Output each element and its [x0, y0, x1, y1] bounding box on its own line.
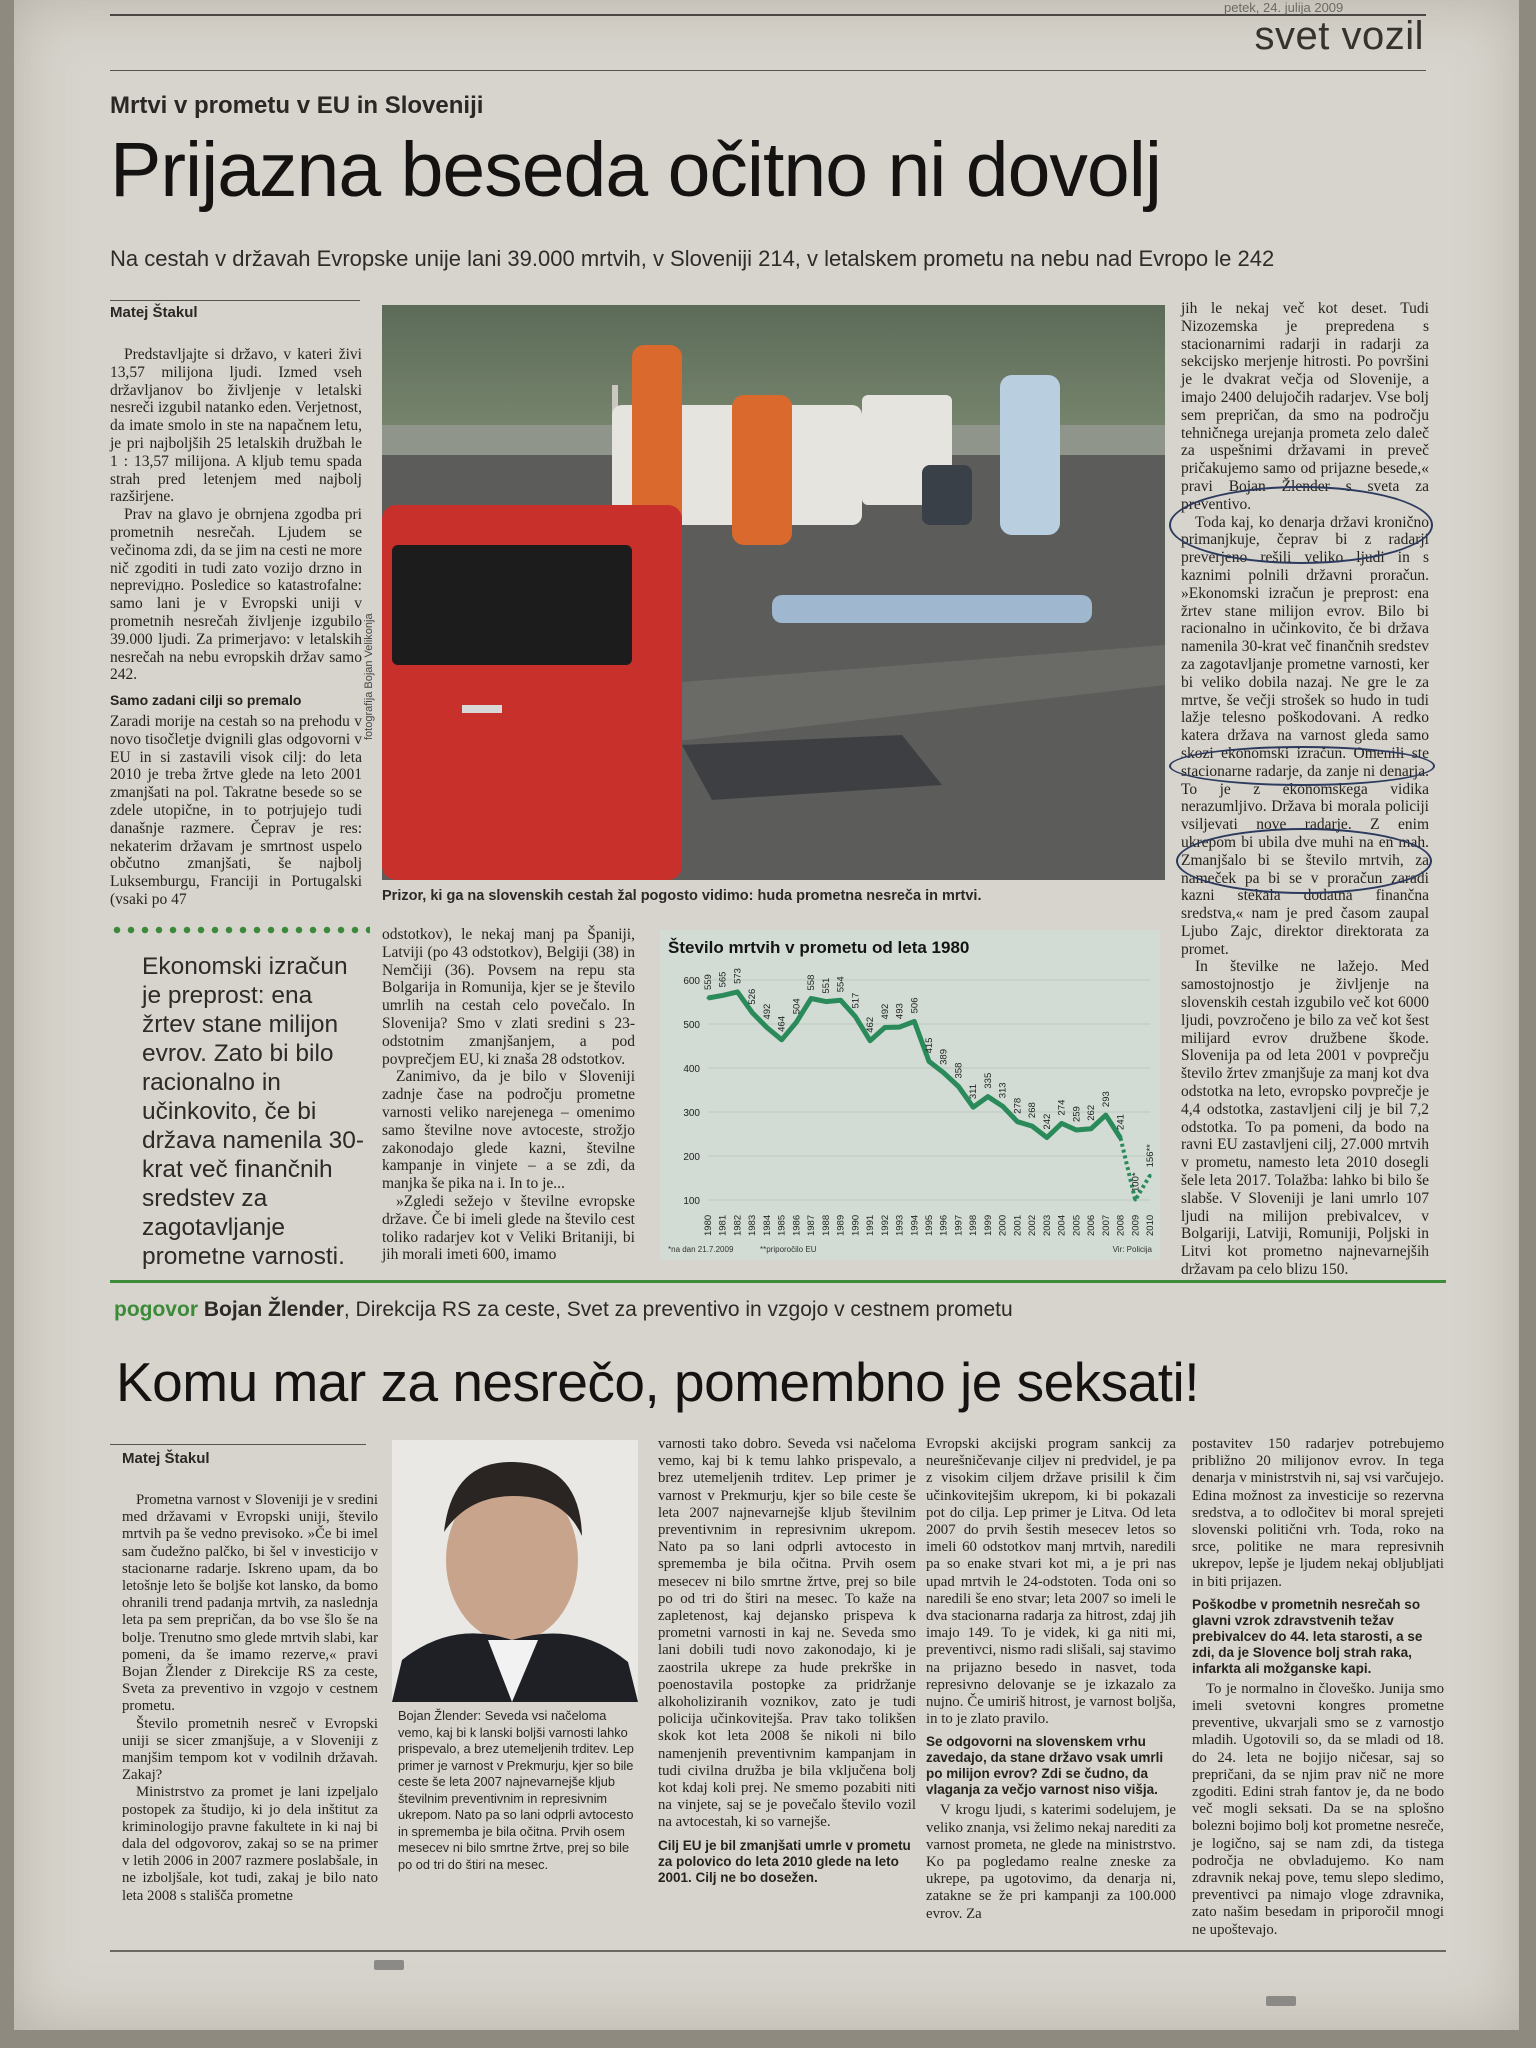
data-label: 464 — [776, 1015, 788, 1032]
data-label: 415 — [924, 1037, 935, 1054]
interview-column-4 — [926, 1436, 1176, 1923]
pullquote-dots — [110, 925, 370, 935]
x-tick-label: 1984 — [761, 1214, 773, 1236]
interview-headline: Komu mar za nesrečo, pomembno je seksati! — [116, 1351, 1200, 1413]
data-label: 565 — [717, 971, 729, 988]
pen-annotation — [1176, 828, 1432, 894]
section-rule — [110, 70, 1426, 71]
x-tick-label: 2009 — [1130, 1214, 1142, 1236]
paragraph: Evropski akcijski program sankcij za neurešničevanje ciljev ni predvidel, je pa z visokim ciljem države prisilil k čim učinkovitejšim ukrepom, ki bi pokazali pot do cilja. Lep primer je Litva. Od leta 2007 do prvih šestih mesecev letos so imeli 60 odstotkov manj mrtvih, naredili pa so enake stvari kot mi, a je pri nas upad mrtvih le 24-odstoten. Toda oni so naredili še eno stvar; leta 2007 so imeli le dva stacionarna radarja za hitrost, zdaj jih imajo 149. To je videk, ki ga niti mi, preventivci, nismo radi slišali, saj stavimo na prijazno besedo in nasvet, toda represivno delovanje se je izkazalo za nujno. Če umiriš hitrost, je varnost boljša, in to je zlato pravilo. — [926, 1436, 1176, 1728]
x-tick-label: 1999 — [982, 1214, 994, 1236]
article-column-1 — [110, 346, 362, 909]
question: Cilj EU je bil zmanjšati umrle v prometu za polovico do leta 2010 glede na leto 2001. Cilj ne bo dosežen. — [658, 1837, 911, 1885]
data-label: 492 — [761, 1003, 773, 1020]
x-tick-label: 1988 — [820, 1214, 832, 1236]
interview-column-1 — [122, 1492, 378, 1905]
byline-rule — [110, 300, 360, 301]
interview-column-3 — [658, 1436, 916, 1890]
data-label: 558 — [806, 974, 818, 991]
data-point — [1045, 1136, 1048, 1139]
pen-annotation — [1169, 746, 1435, 786]
data-point — [898, 1026, 901, 1029]
data-point — [707, 997, 710, 1000]
chart-note: **priporočilo EU — [760, 1245, 817, 1254]
data-label: 506 — [909, 997, 921, 1014]
chart-source: Vir: Policija — [1112, 1245, 1152, 1254]
photo-credit: fotografija Bojan Velikonja — [363, 613, 375, 740]
paragraph: V krogu ljudi, s katerimi sodelujem, je veliko znanja, vsi želimo nekaj narediti za varnost prometa, ne glede na ministrstvo. Ko pa pogledamo realne zneske za ukrepe, pa ugotovimo, da denarja ni, zatakne se že pri kampanji za 100.000 evrov. Za — [926, 1802, 1176, 1922]
data-label: 268 — [1027, 1102, 1039, 1119]
date-strip: petek, 24. julija 2009 — [1224, 0, 1344, 15]
data-label: 259 — [1071, 1106, 1083, 1123]
x-tick-label: 1991 — [865, 1214, 877, 1236]
y-tick-label: 600 — [683, 976, 700, 987]
data-point — [928, 1060, 931, 1063]
byline-rule — [110, 1444, 366, 1445]
data-point — [810, 997, 813, 1000]
deaths-chart — [660, 930, 1160, 1260]
x-tick-label: 2006 — [1086, 1214, 1098, 1236]
data-label: 278 — [1012, 1097, 1024, 1114]
x-tick-label: 1981 — [717, 1214, 729, 1236]
data-label: 389 — [938, 1048, 950, 1065]
data-point — [1075, 1129, 1078, 1132]
question: Število prometnih nesreč v Evropski uniji se sicer zmanjšuje, a v Sloveniji z manjšim tempom kot v vodilnih državah. Zakaj? — [122, 1715, 378, 1784]
portrait-photo — [392, 1440, 638, 1702]
data-point — [751, 1011, 754, 1014]
pen-annotation — [1169, 486, 1433, 564]
data-point — [957, 1085, 960, 1088]
y-tick-label: 100 — [683, 1196, 700, 1207]
section-label: svet vozil — [1254, 14, 1424, 58]
data-label: 504 — [791, 998, 803, 1015]
x-tick-label: 1986 — [791, 1214, 803, 1236]
data-label: 526 — [747, 988, 759, 1005]
data-point — [1016, 1120, 1019, 1123]
x-tick-label: 1993 — [894, 1214, 906, 1236]
x-tick-label: 2003 — [1041, 1214, 1053, 1236]
x-tick-label: 1980 — [703, 1214, 714, 1236]
data-point — [1001, 1105, 1004, 1108]
data-point — [1149, 1174, 1152, 1177]
data-point — [1119, 1136, 1122, 1139]
data-point — [1104, 1114, 1107, 1117]
paragraph: In številke ne lažejo. Med samostojnostjo je življenje na slovenskih cestah izgubilo več kot 6000 ljudi, povzročeno je bilo za več kot šest milijard evrov družbene škode. Slovenija pa od leta 2001 v povprečju število žrtev zmanjšuje za manj kot dva odstotka na leto, evropsko povprečje je 4,4 odstotka, zastavljeni cilj je bil 7,2 odstotka. To pa pomeni, da bodo na ravni EU zastavljeni cilj, 27.000 mrtvih v prometu, namesto leta 2010 dosegli šele leta 2017. Tolažba: lahko bi bilo še slabše. V Sloveniji je lani umrlo 107 ljudi na milijon prebivalcev, v Bolgariji, Latviji, Romuniji, Poljski in Litvi kot prometno najnevarnejših državam pa celo blizu 150. — [1181, 958, 1429, 1279]
x-tick-label: 2000 — [997, 1214, 1009, 1236]
data-label: 274 — [1056, 1099, 1068, 1116]
pull-quote: Ekonomski izračun je preprost: ena žrtev stane milijon evrov. Zato bi bilo racionalno in učinkovito, če bi država namenila 30-krat več finančnih sredstev za zagotavljanje prometne varnosti. — [142, 953, 364, 1270]
byline: Matej Štakul — [122, 1450, 210, 1467]
newspaper-page — [14, 0, 1519, 2030]
paragraph: Predstavljajte si državo, v kateri živi 13,57 milijona ljudi. Izmed vseh državljanov bo življenje v letalski nesreči izgubil natanko eden. Verjetnost, da imate smolo in ste na napačnem letu, je pri najboljših 25 letalskih družbah le 1 : 13,57 milijona. A kljub temu spada strah pred letenjem med najbolj razširjene. — [110, 346, 362, 506]
x-tick-label: 2007 — [1100, 1214, 1112, 1236]
data-point — [913, 1020, 916, 1023]
data-label: 462 — [865, 1016, 877, 1033]
paragraph: Prometna varnost v Sloveniji je v sredini med državami v Evropski uniji, število mrtvih pa še vedno previsoko. »Če bi imel sam čudežno palčko, bi šel v investicijo v stacionarne radarje. Iskreno upam, da bo letošnje leto še boljše kot lansko, da bomo ohranili trend padanja mrtvih, za naslednja leta pa sem prepričan, da bo vse šlo še na bolje. Trenutno smo glede mrtvih slabi, kar pomeni, da še imamo rezerve,« pravi Bojan Žlender z Direkcije RS za ceste, Sveta za preventivo in vzgojo v cestnem prometu. — [122, 1492, 378, 1715]
data-label: 554 — [835, 976, 847, 993]
y-tick-label: 400 — [683, 1064, 700, 1075]
data-label: 358 — [953, 1062, 965, 1079]
y-tick-label: 300 — [683, 1108, 700, 1119]
y-tick-label: 200 — [683, 1152, 700, 1163]
y-tick-label: 500 — [683, 1020, 700, 1031]
interview-column-5 — [1192, 1436, 1444, 1939]
x-tick-label: 1982 — [732, 1214, 744, 1236]
x-tick-label: 1994 — [909, 1214, 921, 1236]
x-tick-label: 1989 — [835, 1214, 847, 1236]
data-point — [972, 1106, 975, 1109]
portrait-caption: Bojan Žlender: Seveda vsi načeloma vemo, kaj bi k lanski boljši varnosti lahko prispevalo, a brez utemeljenih trditev. Lep primer je varnost v Prekmurju, kjer so bile ceste še leta 2007 najnevarnejše kljub številnim preventivnim in represivnim ukrepom. Nato pa so lani odprli avtocesto in sprememba je bila očitna. Prvih osem mesecev ni bilo smrtne žrtve, prej so bile po od tri do štiri na mesec. — [398, 1708, 634, 1872]
x-tick-label: 2008 — [1115, 1214, 1127, 1236]
data-label: 335 — [982, 1072, 994, 1089]
interviewee-role: , Direkcija RS za ceste, Svet za preventivo in vzgojo v cestnem prometu — [343, 1298, 1013, 1321]
article-subheadline: Na cestah v državah Evropske unije lani 39.000 mrtvih, v Sloveniji 214, v letalskem prometu na nebu nad Evropo le 242 — [110, 246, 1275, 271]
interview-header — [114, 1298, 1013, 1322]
data-point — [869, 1039, 872, 1042]
paragraph: postavitev 150 radarjev potrebujemo približno 20 milijonov evrov. In tega denarja v ministrstvih ni, saj vsi varčujejo. Edina možnost za investicije so rezervna sredstva, a to odločitev bi moral sprejeti slovenski politični vrh. Toda, roko na srce, politike ne mara represivnih ukrepov, lepše je ljudem nekaj obljubljati in biti prijazen. — [1192, 1436, 1444, 1590]
binding-hole — [374, 1960, 404, 1970]
x-tick-label: 1983 — [747, 1214, 759, 1236]
question: Se odgovorni na slovenskem vrhu zavedajo, da stane državo vsak umrli po milijon evrov? Zdi se čudno, da vlaganja za večjo varnost niso višja. — [926, 1734, 1164, 1798]
binding-hole — [1266, 1996, 1296, 2006]
paragraph: Prav na glavo je obrnjena zgodba pri prometnih nesrečah. Ljudem se večinoma zdi, da se jim na cesti ne more nič zgoditi in tudi zato vozijo drzno in nepreviдно. Posledice so katastrofalne: samo lani je v Evropski uniji v prometnih nesrečah življenje izgubilo 39.000 ljudi. Za primerjavo: v letalskih nesrečah na nebu evropskih držav samo 242. — [110, 506, 362, 684]
accident-photo — [382, 305, 1165, 880]
subhead: Samo zadani cilji so premalo — [110, 692, 302, 709]
article-column-2 — [382, 926, 635, 1264]
data-point — [736, 990, 739, 993]
x-tick-label: 1985 — [776, 1214, 788, 1236]
data-label: 241 — [1115, 1114, 1127, 1130]
x-tick-label: 1998 — [968, 1214, 980, 1236]
interview-label: pogovor — [114, 1298, 198, 1321]
data-point — [765, 1026, 768, 1029]
data-label: 242 — [1041, 1113, 1053, 1130]
x-tick-label: 2005 — [1071, 1214, 1083, 1236]
x-tick-label: 2004 — [1056, 1214, 1068, 1236]
photo-caption: Prizor, ki ga na slovenskih cestah žal pogosto vidimo: huda prometna nesreča in mrtvi. — [382, 888, 982, 904]
data-label: 100* — [1130, 1172, 1142, 1192]
data-point — [1031, 1125, 1034, 1128]
section-divider — [110, 1280, 1446, 1283]
data-label: 493 — [894, 1003, 906, 1020]
data-label: 517 — [850, 992, 862, 1009]
data-label: 311 — [968, 1084, 980, 1100]
data-point — [942, 1071, 945, 1074]
paragraph: varnosti tako dobro. Seveda vsi načeloma vemo, kaj bi k temu lahko prispevalo, a brez utemeljenih trditev. Lep primer je varnost v Prekmurju, kjer so bile ceste še leta 2007 najnevarnejše kljub številnim preventivnim in represivnim ukrepom. Nato pa so lani odprli avtocesto in sprememba je bila očitna. Prvih osem mesecev ni bilo smrtne žrtve, prej so bile po od tri do štiri na mesec. To kaže na zapletenost, kaj dejansko prispeva k prometni varnosti in kaj ne. Seveda smo lani dobili tudi novo zakonodajo, ki je zaostrila ukrepe za hude prekrške in poenostavila postopke za pridržanje alkoholiziranih voznikov, zato je tudi policija učinkovitejša. Prav tako tolikšen skok kot leta 2008 še nikoli ni bilo namenjenih preventivnim kampanjam in tudi civilna družba je bila vključena bolj kot kdaj koli prej. Ne smemo pozabiti niti na vinjete, saj se je povečalo število vozil na avtocestah, ki so varnejše. — [658, 1436, 916, 1831]
x-tick-label: 1997 — [953, 1214, 965, 1236]
data-label: 313 — [997, 1082, 1009, 1099]
x-tick-label: 1990 — [850, 1214, 862, 1236]
question: Poškodbe v prometnih nesrečah so glavni vzrok zdravstvenih težav prebivalcev do 44. leta starosti, a se zdi, da je Slovence bolj strah raka, infarkta ali možganske kapi. — [1192, 1596, 1423, 1676]
x-tick-label: 1992 — [879, 1214, 891, 1236]
data-point — [839, 999, 842, 1002]
data-point — [986, 1095, 989, 1098]
data-label: 293 — [1100, 1091, 1112, 1108]
bottom-rule — [110, 1950, 1446, 1952]
data-point — [780, 1038, 783, 1041]
data-label: 573 — [732, 968, 744, 984]
data-point — [1134, 1199, 1137, 1202]
x-tick-label: 2002 — [1027, 1214, 1039, 1236]
paragraph: Toda kaj, ko denarja državi kronično primanjkuje, čeprav bi z radarji preverjeno rešili veliko ljudi in s kaznimi polnili državni proračun. »Ekonomski izračun je preprost: ena žrtev stane milijon evrov. Bilo bi racionalno in učinkovito, če bi država namenila 30-krat več finančnih sredstev za zagotavljanje prometne varnosti, ker bi veliko dobila nazaj. Ne gre le za mrtve, še večji strošek so hudo in tudi lažje telesno poškodovani. A redko katera država na varnost gleda samo skozi ekonomski izračun. Omenili ste stacionarne radarje, da zanje ni denarja. To je z ekonomskega vidika nerazumljivo. Država bi morala policiji vsiljevati nove radarje. Z enim ukrepom bi ubila dve muhi na en mah. Zmanjšalo bi se število mrtvih, za nameček pa bi se v proračun zaradi kazni stekala dodatna finančna sredstva,« nam je pred časom zaupal Ljubo Zajc, direktor direktorata za promet. — [1181, 513, 1429, 958]
x-tick-label: 1996 — [938, 1214, 950, 1236]
paragraph: Zaradi morije na cestah so na prehodu v novo tisočletje dvignili glas odgovorni v EU in si zastavili visok cilj: do leta 2010 je treba žrtve glede na leto 2001 zmanjšati na pol. Takratne besede so se zdele utopične, in to potrjujejo tudi današnje razmere. Čeprav je res: nekaterim državam je smrtnost uspelo občutno zmanjšati, še najbolj Luksemburgu, Franciji in Portugalski (vsaki po 47 — [110, 712, 362, 908]
data-label: 492 — [879, 1003, 891, 1020]
chart-title: Število mrtvih v prometu od leta 1980 — [668, 938, 970, 957]
data-label: 156** — [1145, 1144, 1156, 1168]
data-label: 262 — [1086, 1104, 1098, 1121]
x-tick-label: 1987 — [806, 1214, 818, 1236]
data-point — [795, 1021, 798, 1024]
paragraph: »Zgledi sežejo v številne evropske države. Če bi imeli glede na število cest toliko radarjev kot v Veliki Britaniji, bi jih morali imeti 600, imamo — [382, 1192, 635, 1264]
data-point — [1090, 1127, 1093, 1130]
interviewee-name: Bojan Žlender — [203, 1298, 344, 1321]
data-point — [721, 994, 724, 997]
x-tick-label: 2010 — [1145, 1214, 1156, 1236]
data-point — [1060, 1122, 1063, 1125]
x-tick-label: 1995 — [924, 1214, 935, 1236]
paragraph: jih le nekaj več kot deset. Tudi Nizozemska je prepredena s stacionarnimi radarji in radarji za sekcijsko merjenje hitrosti. Po površini je le dvakrat večja od Slovenije, a imajo 2400 delujočih radarjev. Vse bolj sem prepričan, da smo na področju tehničnega urejanja prometa zelo daleč za uspešnimi državami in preveč pričakujemo samo od prijazne besede,« pravi Bojan Žlender s sveta za preventivo. — [1181, 300, 1429, 513]
data-point — [854, 1015, 857, 1018]
article-column-4 — [1181, 300, 1429, 1279]
paragraph: To je normalno in človeško. Junija smo imeli svetovni kongres prometne preventive, ukvarjali smo se z varnostjo mladih. Ugotovili so, da se mladi od 18. do 24. leta ne bojijo ničesar, saj so prepričani, da se njim prav nič ne more zgoditi. Edini strah fantov je, da ne bodo več mogli seksati. Da se na splošno bolezni bojimo bolj kot prometne nesreče, je logično, saj se nam zdi, da tistega področja ne obvladujemo. Ko nam zdravnik nekaj pove, temu slepo sledimo, preventivci pa nimajo vloge zdravnika, zato našim besedam in priporočil mnogi ne upoštevajo. — [1192, 1680, 1444, 1938]
data-label: 559 — [703, 974, 714, 991]
data-point — [824, 1000, 827, 1003]
paragraph: Ministrstvo za promet je lani izpeljalo postopek za študijo, ki jo dela inštitut za kriminologijo pravne fakultete in ki naj bi dala del odgovorov, zakaj so se na primer v letih 2006 in 2007 razmere poslabšale, in ne izboljšale, kot tudi, zakaj je bilo nato leta 2008 s stališča prometne — [122, 1784, 378, 1904]
chart-note: *na dan 21.7.2009 — [668, 1245, 734, 1254]
paragraph: Zanimivo, da je bilo v Sloveniji zadnje čase na področju prometne varnosti veliko narejenega – omenimo samo številne nove avtoceste, strožjo zakonodajo glede kazni, številne kampanje in vinjete – a se zdi, da manjka še pika na i. In to je... — [382, 1068, 635, 1193]
x-tick-label: 2001 — [1012, 1214, 1024, 1236]
article-headline: Prijazna beseda očitno ni dovolj — [110, 127, 1161, 213]
article-kicker: Mrtvi v prometu v EU in Sloveniji — [110, 92, 484, 119]
data-point — [883, 1026, 886, 1029]
byline: Matej Štakul — [110, 304, 198, 321]
data-label: 551 — [820, 977, 832, 994]
paragraph: odstotkov), le nekaj manj pa Španiji, Latviji (po 43 odstotkov), Belgiji (38) in Nemčiji (36). Povsem na repu sta Bolgarija in Romunija, kjer se je število umrlih na cestah celo povečalo. In Slovenija? Smo v zlati sredini s 23-odstotnim zmanjšanjem, a pod povprečjem EU, ki znaša 28 odstotkov. — [382, 926, 635, 1068]
